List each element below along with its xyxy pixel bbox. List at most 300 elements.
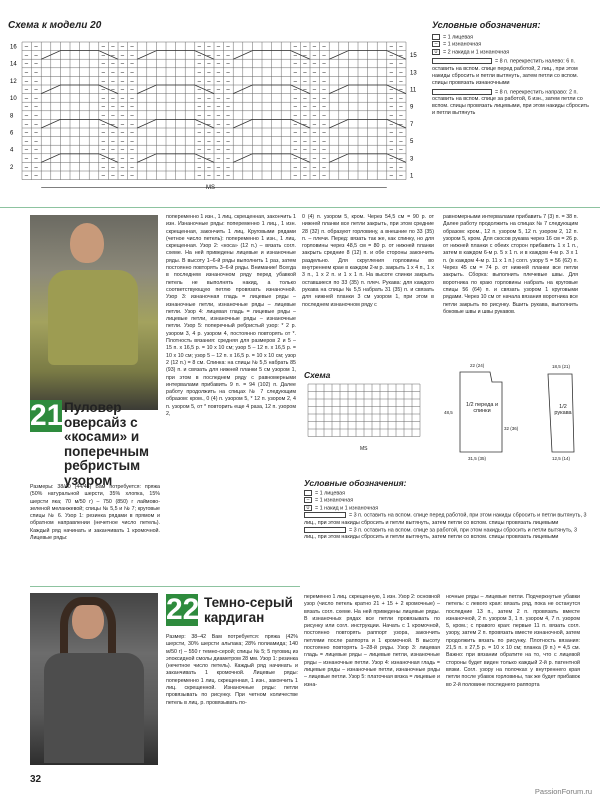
- photo-22: [30, 593, 158, 765]
- purl-mark: –: [399, 96, 403, 103]
- purl-mark: –: [312, 53, 317, 60]
- purl-mark: –: [101, 87, 105, 94]
- purl-mark: –: [130, 78, 134, 85]
- purl-mark: –: [120, 121, 125, 128]
- purl-mark: –: [207, 173, 211, 180]
- purl-mark: –: [197, 96, 201, 103]
- mini-chart-svg: [304, 382, 429, 442]
- purl-mark: –: [34, 53, 38, 60]
- purl-mark: –: [101, 147, 105, 154]
- purl-mark: –: [303, 70, 307, 77]
- purl-mark: –: [389, 156, 393, 163]
- purl-mark: –: [34, 96, 38, 103]
- purl-mark: –: [322, 147, 326, 154]
- purl-mark: –: [197, 53, 201, 60]
- purl-mark: –: [197, 121, 201, 128]
- purl-mark: –: [399, 78, 403, 85]
- purl-mark: –: [312, 130, 317, 137]
- purl-mark: –: [303, 173, 307, 180]
- purl-mark: –: [120, 44, 125, 51]
- purl-mark: –: [293, 78, 297, 85]
- purl-mark: –: [293, 173, 297, 180]
- dim-s1: 18,5 (21): [552, 364, 571, 369]
- purl-mark: –: [120, 139, 125, 146]
- purl-mark: –: [322, 104, 326, 111]
- legend-item: = 8 п. перекрестить направо: 2 п. оставить на вспом. спице за работой, 6 изн., затем петли со вспом. спицы провязать лицевыми, при этом накиды сбросить и петли вытянуть: [432, 89, 589, 117]
- scheme-label: Схема: [304, 370, 331, 380]
- purl-mark: –: [207, 78, 211, 85]
- purl-mark: –: [322, 61, 326, 68]
- purl-mark: –: [216, 164, 221, 171]
- purl-mark: –: [34, 87, 38, 94]
- purl-mark: –: [303, 113, 307, 120]
- cable-front-symbol: [304, 512, 346, 518]
- purl-mark: –: [226, 53, 230, 60]
- purl-mark: –: [34, 70, 38, 77]
- purl-mark: –: [197, 139, 201, 146]
- purl-mark: –: [130, 121, 134, 128]
- purl-mark: –: [207, 44, 211, 51]
- purl-mark: –: [197, 164, 201, 171]
- purl-mark: –: [389, 121, 393, 128]
- purl-mark: –: [24, 130, 29, 137]
- purl-mark: –: [111, 147, 115, 154]
- purl-mark: –: [120, 147, 125, 154]
- purl-mark: –: [293, 70, 297, 77]
- purl-mark: –: [216, 78, 221, 85]
- purl-mark: –: [207, 113, 211, 120]
- purl-mark: –: [101, 130, 105, 137]
- purl-mark: –: [207, 70, 211, 77]
- purl-mark: –: [303, 78, 307, 85]
- purl-mark: –: [24, 164, 29, 171]
- purl-mark: –: [293, 147, 297, 154]
- text-column-22-3: ночные ряды – лицевые петли. Подчеркнутые убавки петель: с левого края: вязать ряд, пока не останутся последние 13 п., затем 2 п. провязать вместе изнаночной, 2 п. узором 3, 1 п. узором 4, 7 п. узором 5, кром.; с правого края: первые 11 п. вязать согл. узору, затем 2 п. провязать вместе изнаночной, затем продолжить вязать по рисунку. Плотность вязания: 21,5 п. x 27,5 р. = 10 x 10 см; планка (9 п.) = 4,5 см. Важно: при вязании обратите на то, что с лицевой стороны будет виден только каждый 2-й р. патентной вязки. Согл. узору на полочках у внутреннего края петли после убавок горловины, так же будет прибавок во 2-й половине последнего раппорта: [446, 594, 580, 688]
- purl-mark: –: [207, 53, 211, 60]
- purl-mark: –: [101, 139, 105, 146]
- purl-mark: –: [322, 130, 326, 137]
- purl-mark: –: [130, 87, 134, 94]
- legend-item: – = 1 изнаночная: [432, 41, 592, 48]
- purl-mark: –: [197, 70, 201, 77]
- purl-mark: –: [197, 44, 201, 51]
- purl-mark: –: [226, 61, 230, 68]
- purl-mark: –: [216, 130, 221, 137]
- text-column-21-3: 0 (4) п. узором 5, кром. Через 54,5 см = 90 р. от нижней планки все петли закрыть, при этом средние 28 (32) п. образуют горловину, а внешние по 33 (35) п. – плечи. Перед: вязать так же, как спинку, но для горловины через 48,5 см = 80 р. от нижней планки закрыть средние 8 (12) п. и обе стороны закончить раздельно. Для скругления горловины во внутреннем крае в каждом 2-м р. закрыть 1 x 4 п., 1 x 3 п., 1 x 2 п. и 1 x 1 п. На высоте спинки закрыть оставшиеся по 33 (35) п. плеч. Рукава: для каждого рукава на спицы № 5,5 набрать 31 (35) п. и связать для нижней планки 3 см узором 1, при этом в последнем изнаночном ряду с: [302, 214, 434, 308]
- purl-mark: –: [101, 78, 105, 85]
- row-number-left: 16: [10, 44, 17, 51]
- purl-mark: –: [34, 121, 38, 128]
- purl-mark: –: [34, 173, 38, 180]
- purl-mark: –: [399, 104, 403, 111]
- purl-mark: –: [389, 87, 393, 94]
- purl-mark: –: [226, 70, 230, 77]
- purl-mark: –: [322, 173, 326, 180]
- purl-mark: –: [197, 147, 201, 154]
- purl-mark: –: [207, 104, 211, 111]
- purl-mark: –: [312, 173, 317, 180]
- row-number-right: 9: [410, 104, 414, 111]
- photo-21: [30, 215, 158, 410]
- purl-mark: –: [120, 61, 125, 68]
- purl-mark: –: [216, 44, 221, 51]
- pattern-label-body: 1/2 переда и спинки: [465, 402, 499, 414]
- purl-mark: –: [293, 113, 297, 120]
- page-number: 32: [30, 774, 42, 785]
- purl-mark: –: [303, 44, 307, 51]
- purl-mark: –: [111, 156, 115, 163]
- purl-mark: –: [24, 113, 29, 120]
- purl-mark: –: [312, 147, 317, 154]
- purl-mark: –: [120, 113, 125, 120]
- purl-mark: –: [130, 104, 134, 111]
- purl-mark: –: [303, 61, 307, 68]
- purl-mark: –: [101, 61, 105, 68]
- purl-mark: –: [120, 53, 125, 60]
- purl-mark: –: [101, 113, 105, 120]
- purl-mark: –: [216, 139, 221, 146]
- purl-mark: –: [303, 53, 307, 60]
- purl-mark: –: [293, 87, 297, 94]
- text-column-21-2: попеременно 1 изн., 1 лиц. скрещенная, закончить 1 изн. Изнаночные ряды: попеременно 1 лиц., 1 изн. скрещенная, закончить 1 лиц. Круговыми рядами (четное число петель): попеременно 1 изн., 1 лиц. скрещенная. Узор 2: «коса» (12 п.) – вязать согл. схеме. На ней приведены лицевые и изнаночные ряды. В высоту 1–6-й ряды выполнить 1 раз, затем постоянно повторять 3–6-й ряды. Внимание! Всегда в последнем изнаночном ряду перед убавкой петель не выполнять накид, а только соответствующую петлю провязать изнаночной. Узор 3: изнаночная гладь = лицевые ряды – изнаночные петли, изнаночные ряды – лицевые петли. Узор 4: лицевая гладь = лицевые ряды – лицевые петли, изнаночные ряды – изнаночные петли. Узор 5: поперечный ребристый узор: * 2 р. узором 3, 4 р. узором 4, постоянно повторять от *. Плотность вязания: средняя для размеров 2 и 5 – 15 п. x 16,5 р. = 10 x 10 см; узор 5 – 12 п. x 16,5 р. = 10 x 10 см; узор 5 – 12 п. x 16,5 р. = 10 x 10 см; узор 2 (12 п.) = 8 см. Спинка: на спицы № 5,5 набрать 85 (93) п. и связать для нижней планки 5 см узором 1, при этом в последнем ряду с равномерными интервалами прибавить 9 п. = 94 (102) п. Далее работу продолжить на спицах № 7 следующим образом: кром., 0 (4) п. узором 5, * 12 п. узором 2, 4 п. узором 5, от * повторить еще 4 раза, 12 п. узором 2,: [166, 214, 296, 418]
- purl-mark: –: [389, 139, 393, 146]
- purl-mark: –: [399, 130, 403, 137]
- purl-mark: –: [399, 173, 403, 180]
- purl-mark: –: [207, 96, 211, 103]
- purl-mark: –: [312, 164, 317, 171]
- yarnover-symbol: ∪: [432, 49, 440, 55]
- row-number-left: 8: [10, 113, 14, 120]
- purl-mark: –: [399, 70, 403, 77]
- purl-mark: –: [303, 139, 307, 146]
- purl-mark: –: [389, 147, 393, 154]
- purl-mark: –: [389, 164, 393, 171]
- purl-mark: –: [312, 61, 317, 68]
- purl-mark: –: [24, 53, 29, 60]
- purl-mark: –: [120, 164, 125, 171]
- knitting-chart: [8, 38, 418, 198]
- cable-back-symbol: [304, 527, 346, 533]
- purl-mark: –: [101, 156, 105, 163]
- pattern-label-sleeve: 1/2 рукава: [554, 404, 572, 416]
- row-number-left: 2: [10, 164, 14, 171]
- purl-mark: –: [111, 53, 115, 60]
- purl-mark: –: [312, 156, 317, 163]
- purl-mark: –: [111, 61, 115, 68]
- purl-mark: –: [226, 130, 230, 137]
- garment-pattern: [440, 360, 585, 468]
- purl-mark: –: [120, 130, 125, 137]
- purl-mark: –: [216, 113, 221, 120]
- purl-mark: –: [399, 53, 403, 60]
- purl-mark: –: [34, 164, 38, 171]
- purl-mark: –: [293, 44, 297, 51]
- purl-mark: –: [111, 139, 115, 146]
- purl-mark: –: [197, 87, 201, 94]
- purl-mark: –: [34, 147, 38, 154]
- purl-mark: –: [120, 70, 125, 77]
- dim-h1: 48,5: [444, 410, 453, 415]
- purl-mark: –: [207, 121, 211, 128]
- purl-mark: –: [101, 164, 105, 171]
- purl-mark: –: [389, 44, 393, 51]
- purl-mark: –: [34, 78, 38, 85]
- purl-mark: –: [322, 87, 326, 94]
- legend-item: = 1 лицевая: [432, 34, 592, 41]
- purl-mark: –: [216, 156, 221, 163]
- purl-mark: –: [216, 173, 221, 180]
- purl-mark: –: [303, 104, 307, 111]
- purl-mark: –: [312, 78, 317, 85]
- purl-mark: –: [399, 61, 403, 68]
- row-number-right: 11: [410, 87, 417, 94]
- purl-mark: –: [303, 121, 307, 128]
- purl-mark: –: [226, 156, 230, 163]
- purl-mark: –: [24, 147, 29, 154]
- purl-mark: –: [322, 156, 326, 163]
- purl-mark: –: [111, 113, 115, 120]
- purl-mark: –: [111, 44, 115, 51]
- purl-mark: –: [399, 164, 403, 171]
- purl-mark: –: [34, 104, 38, 111]
- purl-mark: –: [293, 164, 297, 171]
- purl-mark: –: [101, 96, 105, 103]
- purl-mark: –: [24, 61, 29, 68]
- purl-mark: –: [389, 70, 393, 77]
- text-column-22-2: переменно 1 лиц. скрещенную, 1 изн. Узор 2: основной узор (число петель кратно 21 + 15 + 2 кромочные) – вязать согл. схеме. На ней приведены лицевые ряды. В изнаночных рядах все петли провязывать по рисунку или согл. инструкции. Начать с 1 кромочной, постоянно повторять раппорт узора, закончить петлями после раппорта и 1 кромочной. В высоту постоянно повторять 1–28-й ряды. Узор 3: лицевая гладь = лицевые ряды – лицевые петли, изнаночные ряды – изнаночные петли. Узор 4: изнаночная гладь = лицевые ряды – изнаночные петли, изнаночные ряды – лицевые петли. Узор 5: платочная вязка = лицевые и изна-: [304, 594, 440, 688]
- legend2-item: – = 1 изнаночная: [304, 497, 589, 504]
- purl-mark: –: [399, 156, 403, 163]
- purl-mark: –: [34, 130, 38, 137]
- purl-mark: –: [389, 104, 393, 111]
- purl-mark: –: [197, 130, 201, 137]
- purl-mark: –: [389, 53, 393, 60]
- purl-mark: –: [216, 61, 221, 68]
- purl-mark: –: [322, 78, 326, 85]
- purl-mark: –: [312, 139, 317, 146]
- purl-mark: –: [207, 139, 211, 146]
- purl-mark: –: [322, 121, 326, 128]
- divider-line: [0, 207, 600, 208]
- purl-mark: –: [303, 96, 307, 103]
- purl-mark: –: [197, 113, 201, 120]
- purl-mark: –: [120, 87, 125, 94]
- purl-mark: –: [111, 87, 115, 94]
- purl-mark: –: [130, 70, 134, 77]
- purl-mark: –: [130, 130, 134, 137]
- row-number-right: 13: [410, 70, 417, 77]
- purl-mark: –: [226, 113, 230, 120]
- purl-mark: –: [111, 130, 115, 137]
- model-face: [70, 223, 104, 263]
- purl-mark: –: [101, 104, 105, 111]
- purl-mark: –: [226, 104, 230, 111]
- purl-mark: –: [312, 96, 317, 103]
- purl-mark: –: [399, 87, 403, 94]
- purl-mark: –: [399, 44, 403, 51]
- purl-mark: –: [120, 78, 125, 85]
- purl-mark: –: [226, 78, 230, 85]
- dim-s2: 12,5 (14): [552, 456, 571, 461]
- purl-mark: –: [111, 173, 115, 180]
- purl-mark: –: [101, 53, 105, 60]
- text-column-22-1: Размер: 38–42 Вам потребуется: пряжа (42% шерсти, 30% шерсти альпака; 28% полиамида; 140 м/50 г) – 550 г темно-серой; спицы № 5; 5 пуговиц из эпоксидной смолы диаметром 28 мм. Узор 1: резинка (нечетное число петель). Каждый ряд начинать и заканчивать 1 кромочной. Лицевые ряды: попеременно 1 лиц. скрещенная, 1 изн., закончить 1 лиц. скрещенной. Изнаночные ряды: петли провязывать по рисунку. При четном количестве петель в лиц. р. провязывать по-: [166, 634, 298, 706]
- purl-mark: –: [111, 104, 115, 111]
- mini-ms-label: MS: [360, 446, 368, 452]
- purl-mark: –: [207, 61, 211, 68]
- row-number-left: 4: [10, 147, 14, 154]
- text-column-21-4: равномерными интервалами прибавить 7 (3) п. = 38 п. Далее работу продолжить на спицах № 7 следующим образом: кром., 12 п. узором 5, 12 п. узором 2, 12 п. узором 5, кром. Для скосов рукава через 16 см = 26 р. от нижней планки с обеих сторон прибавить 1 x 1 п., затем в каждом 6-м р. 5 x 1 п. и в каждом 4-м р. 3 x 1 п. (в каждом 4-м р. 11 x 1 п.) согл. узору 5 = 56 (62) п. Через 45 см = 74 р. от нижней планки все петли закрыть. Сборка: выполнить плечевые швы. Для воротника по краю горловины набрать на круговые спицы 56 (64) п. и связать узором 1 круговыми рядами. Через 10 см от начала вязания воротника все петли закрыть по рисунку. Вшить рукава, выполнить боковые швы и швы рукавов.: [443, 214, 578, 315]
- purl-mark: –: [322, 44, 326, 51]
- yarnover-symbol: ∪: [304, 505, 312, 511]
- knit-symbol: [304, 490, 312, 496]
- model-title-21: Пуловер оверсайз с «косами» и поперечным ребристым узором: [64, 400, 149, 488]
- row-number-left: 10: [10, 96, 17, 103]
- purl-mark: –: [226, 164, 230, 171]
- purl-mark: –: [111, 70, 115, 77]
- row-number-right: 1: [410, 173, 414, 180]
- purl-mark: –: [216, 70, 221, 77]
- purl-mark: –: [322, 96, 326, 103]
- purl-mark: –: [130, 44, 134, 51]
- purl-mark: –: [293, 53, 297, 60]
- legend2-item: = 3 п. оставить на вспом. спице за работой, при этом накиды сбросить и петли вытянуть, 3 лиц., при этом накиды сбросить и петли вытянуть, затем петли со вспом. спицы провязать лицевыми: [304, 527, 577, 541]
- purl-mark: –: [389, 173, 393, 180]
- purl-mark: –: [207, 87, 211, 94]
- purl-mark: –: [120, 104, 125, 111]
- dim-w2: 31,5 (35): [468, 456, 487, 461]
- purl-mark: –: [120, 156, 125, 163]
- purl-mark: –: [24, 173, 29, 180]
- purl-mark: –: [226, 173, 230, 180]
- model-title-22: Темно-серый кардиган: [204, 595, 293, 625]
- row-number-left: 14: [10, 61, 17, 68]
- legend2-title: Условные обозначения:: [304, 478, 407, 488]
- purl-mark: –: [101, 44, 105, 51]
- legend-item: ∪ = 2 накида и 1 изнаночная: [432, 49, 592, 56]
- purl-mark: –: [34, 139, 38, 146]
- purl-mark: –: [226, 139, 230, 146]
- purl-mark: –: [226, 44, 230, 51]
- purl-mark: –: [399, 139, 403, 146]
- sweater-shape: [48, 270, 138, 365]
- row-number-right: 15: [410, 53, 417, 60]
- purl-mark: –: [197, 173, 201, 180]
- purl-mark: –: [322, 139, 326, 146]
- purl-mark: –: [303, 147, 307, 154]
- purl-mark: –: [111, 96, 115, 103]
- purl-mark: –: [293, 121, 297, 128]
- purl-mark: –: [312, 70, 317, 77]
- purl-mark: –: [34, 113, 38, 120]
- purl-mark: –: [111, 78, 115, 85]
- purl-mark: –: [197, 78, 201, 85]
- purl-mark: –: [389, 96, 393, 103]
- legend-title: Условные обозначения:: [432, 20, 541, 30]
- purl-mark: –: [216, 87, 221, 94]
- purl-mark: –: [312, 87, 317, 94]
- divider-line-2: [30, 586, 300, 587]
- chart-title: Схема к модели 20: [8, 20, 102, 31]
- row-number-right: 5: [410, 139, 414, 146]
- cable-right-symbol: [432, 89, 492, 95]
- purl-mark: –: [197, 156, 201, 163]
- purl-mark: –: [24, 104, 29, 111]
- purl-mark: –: [111, 121, 115, 128]
- purl-mark: –: [34, 44, 38, 51]
- purl-mark: –: [120, 173, 125, 180]
- purl-mark: –: [216, 104, 221, 111]
- purl-mark: –: [226, 121, 230, 128]
- purl-mark: –: [226, 87, 230, 94]
- purl-mark: –: [293, 139, 297, 146]
- purl-mark: –: [399, 147, 403, 154]
- row-number-right: 7: [410, 121, 414, 128]
- purl-mark: –: [226, 147, 230, 154]
- purl-mark: –: [312, 113, 317, 120]
- purl-mark: –: [24, 44, 29, 51]
- purl-mark: –: [322, 164, 326, 171]
- purl-mark: –: [293, 130, 297, 137]
- purl-mark: –: [389, 61, 393, 68]
- purl-mark: –: [34, 61, 38, 68]
- cardigan-shape: [44, 653, 144, 763]
- purl-mark: –: [24, 156, 29, 163]
- purl-mark: –: [24, 78, 29, 85]
- purl-mark: –: [312, 121, 317, 128]
- legend2-item: = 1 лицевая: [304, 490, 589, 497]
- chart-ms-label: MS: [206, 185, 215, 191]
- purl-mark: –: [389, 78, 393, 85]
- purl-mark: –: [197, 61, 201, 68]
- purl-mark: –: [303, 130, 307, 137]
- purl-mark: –: [111, 164, 115, 171]
- purl-mark: –: [207, 130, 211, 137]
- knit-symbol: [432, 34, 440, 40]
- purl-mark: –: [399, 113, 403, 120]
- purl-mark: –: [130, 113, 134, 120]
- row-number-left: 6: [10, 130, 14, 137]
- legend-bottom: [304, 478, 589, 541]
- purl-mark: –: [130, 156, 134, 163]
- purl-mark: –: [216, 53, 221, 60]
- row-number-left: 12: [10, 78, 17, 85]
- purl-mark: –: [101, 121, 105, 128]
- legend-top: [432, 20, 592, 117]
- purl-mark: –: [293, 104, 297, 111]
- purl-mark: –: [303, 164, 307, 171]
- purl-mark: –: [216, 121, 221, 128]
- purl-mark: –: [130, 139, 134, 146]
- purl-mark: –: [216, 147, 221, 154]
- model-number-22: 22: [166, 593, 200, 626]
- purl-mark: –: [24, 87, 29, 94]
- purl-mark: –: [24, 121, 29, 128]
- purl-mark: –: [130, 173, 134, 180]
- purl-mark: –: [322, 113, 326, 120]
- purl-mark: –: [389, 113, 393, 120]
- purl-mark: –: [226, 96, 230, 103]
- purl-mark: –: [389, 130, 393, 137]
- purl-mark: –: [24, 70, 29, 77]
- purl-mark: –: [322, 53, 326, 60]
- purl-mark: –: [130, 164, 134, 171]
- purl-mark: –: [399, 121, 403, 128]
- purl-mark: –: [312, 104, 317, 111]
- chart-grid-svg: [8, 38, 418, 198]
- purl-mark: –: [293, 96, 297, 103]
- purl-mark: –: [34, 156, 38, 163]
